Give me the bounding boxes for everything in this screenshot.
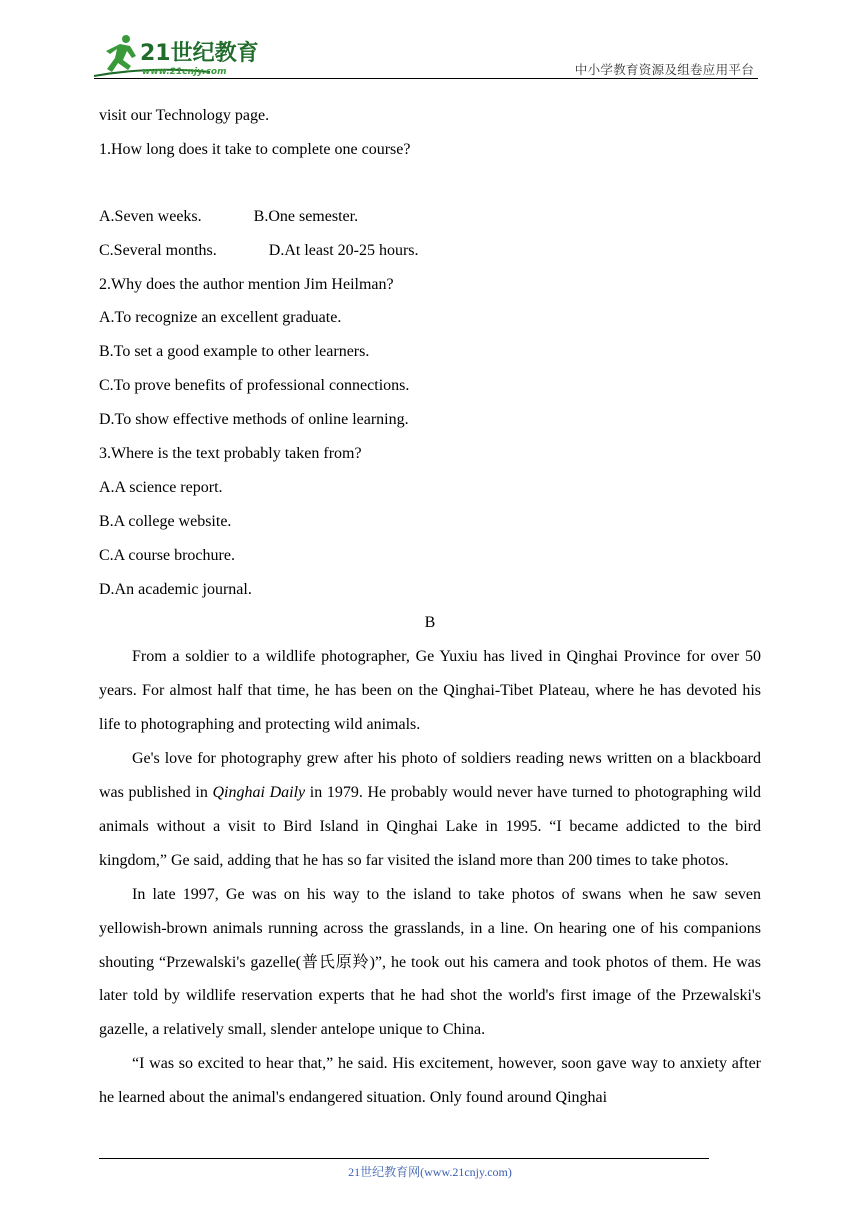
option-a: A.To recognize an excellent graduate. bbox=[99, 309, 342, 327]
section-heading: B bbox=[424, 614, 436, 632]
paragraph-4: “I was so excited to hear that,” he said. His excitement, however, soon gave way to anxiety after he learned about the animal's endangered situation. Only found around Qinghai bbox=[99, 1055, 761, 1107]
question-1-options-row-2 bbox=[99, 234, 761, 268]
question-1-options-row-1 bbox=[99, 200, 761, 234]
footer-text: 21世纪教育网(www.21cnjy.com) bbox=[348, 1165, 512, 1179]
paragraph-3: In late 1997, Ge was on his way to the island to take photos of swans when he saw seven yellowish-brown animals running across the grasslands, in a line. On hearing one of his companions shouting “Przewalski's gazelle(普氏原羚)”, he took out his camera and took photos of them. He was later told by wildlife reservation experts that he had shot the world's first image of the Przewalski's gazelle, a relatively small, slender antelope unique to China. bbox=[99, 885, 761, 1039]
option-d: D.To show effective methods of online learning. bbox=[99, 411, 409, 429]
blank-line bbox=[99, 167, 761, 200]
option-c: C.Several months. bbox=[99, 241, 217, 259]
paragraph-2 bbox=[99, 742, 761, 878]
option-b: B.A college website. bbox=[99, 512, 232, 530]
header-divider bbox=[94, 78, 758, 79]
option-a: A.A science report. bbox=[99, 478, 223, 496]
paragraph-2-text-b: in 1979. He probably would never have turned to photographing wild animals without a visit to Bird Island in Qinghai Lake in 1995. “I became addicted to the bird kingdom,” Ge said, adding that he has so far visited the island more than 200 times to take photos. bbox=[99, 783, 762, 869]
option-a: A.Seven weeks. bbox=[99, 207, 202, 225]
option-b: B.To set a good example to other learners. bbox=[99, 343, 370, 361]
logo-url: www.21cnjy.com bbox=[142, 67, 227, 77]
logo-text: 21世纪教育 bbox=[140, 41, 259, 66]
question-1: 1.How long does it take to complete one course? bbox=[99, 140, 411, 158]
option-c: C.A course brochure. bbox=[99, 546, 235, 564]
option-d: D.An academic journal. bbox=[99, 580, 252, 598]
question-2: 2.Why does the author mention Jim Heilman? bbox=[99, 275, 394, 293]
question-3: 3.Where is the text probably taken from? bbox=[99, 445, 362, 463]
header-platform-name: 中小学教育资源及组卷应用平台 bbox=[574, 62, 754, 77]
option-d: D.At least 20-25 hours. bbox=[268, 241, 419, 259]
paragraph-2-text-a: Ge's love for photography grew after his photo of soldiers reading news written on a blackboard was published in bbox=[99, 750, 761, 801]
document-body bbox=[99, 99, 761, 1115]
paragraph-1: From a soldier to a wildlife photographer, Ge Yuxiu has lived in Qinghai Province for over 50 years. For almost half that time, he has been on the Qinghai-Tibet Plateau, where he has devoted his life to photographing and protecting wild animals. bbox=[99, 648, 761, 734]
option-c: C.To prove benefits of professional connections. bbox=[99, 377, 410, 395]
footer-divider bbox=[99, 1158, 709, 1159]
option-b: B.One semester. bbox=[253, 207, 359, 225]
page-header bbox=[90, 32, 758, 80]
intro-tail: visit our Technology page. bbox=[99, 107, 270, 124]
site-logo bbox=[90, 32, 260, 78]
newspaper-title: Qinghai Daily bbox=[212, 783, 306, 801]
